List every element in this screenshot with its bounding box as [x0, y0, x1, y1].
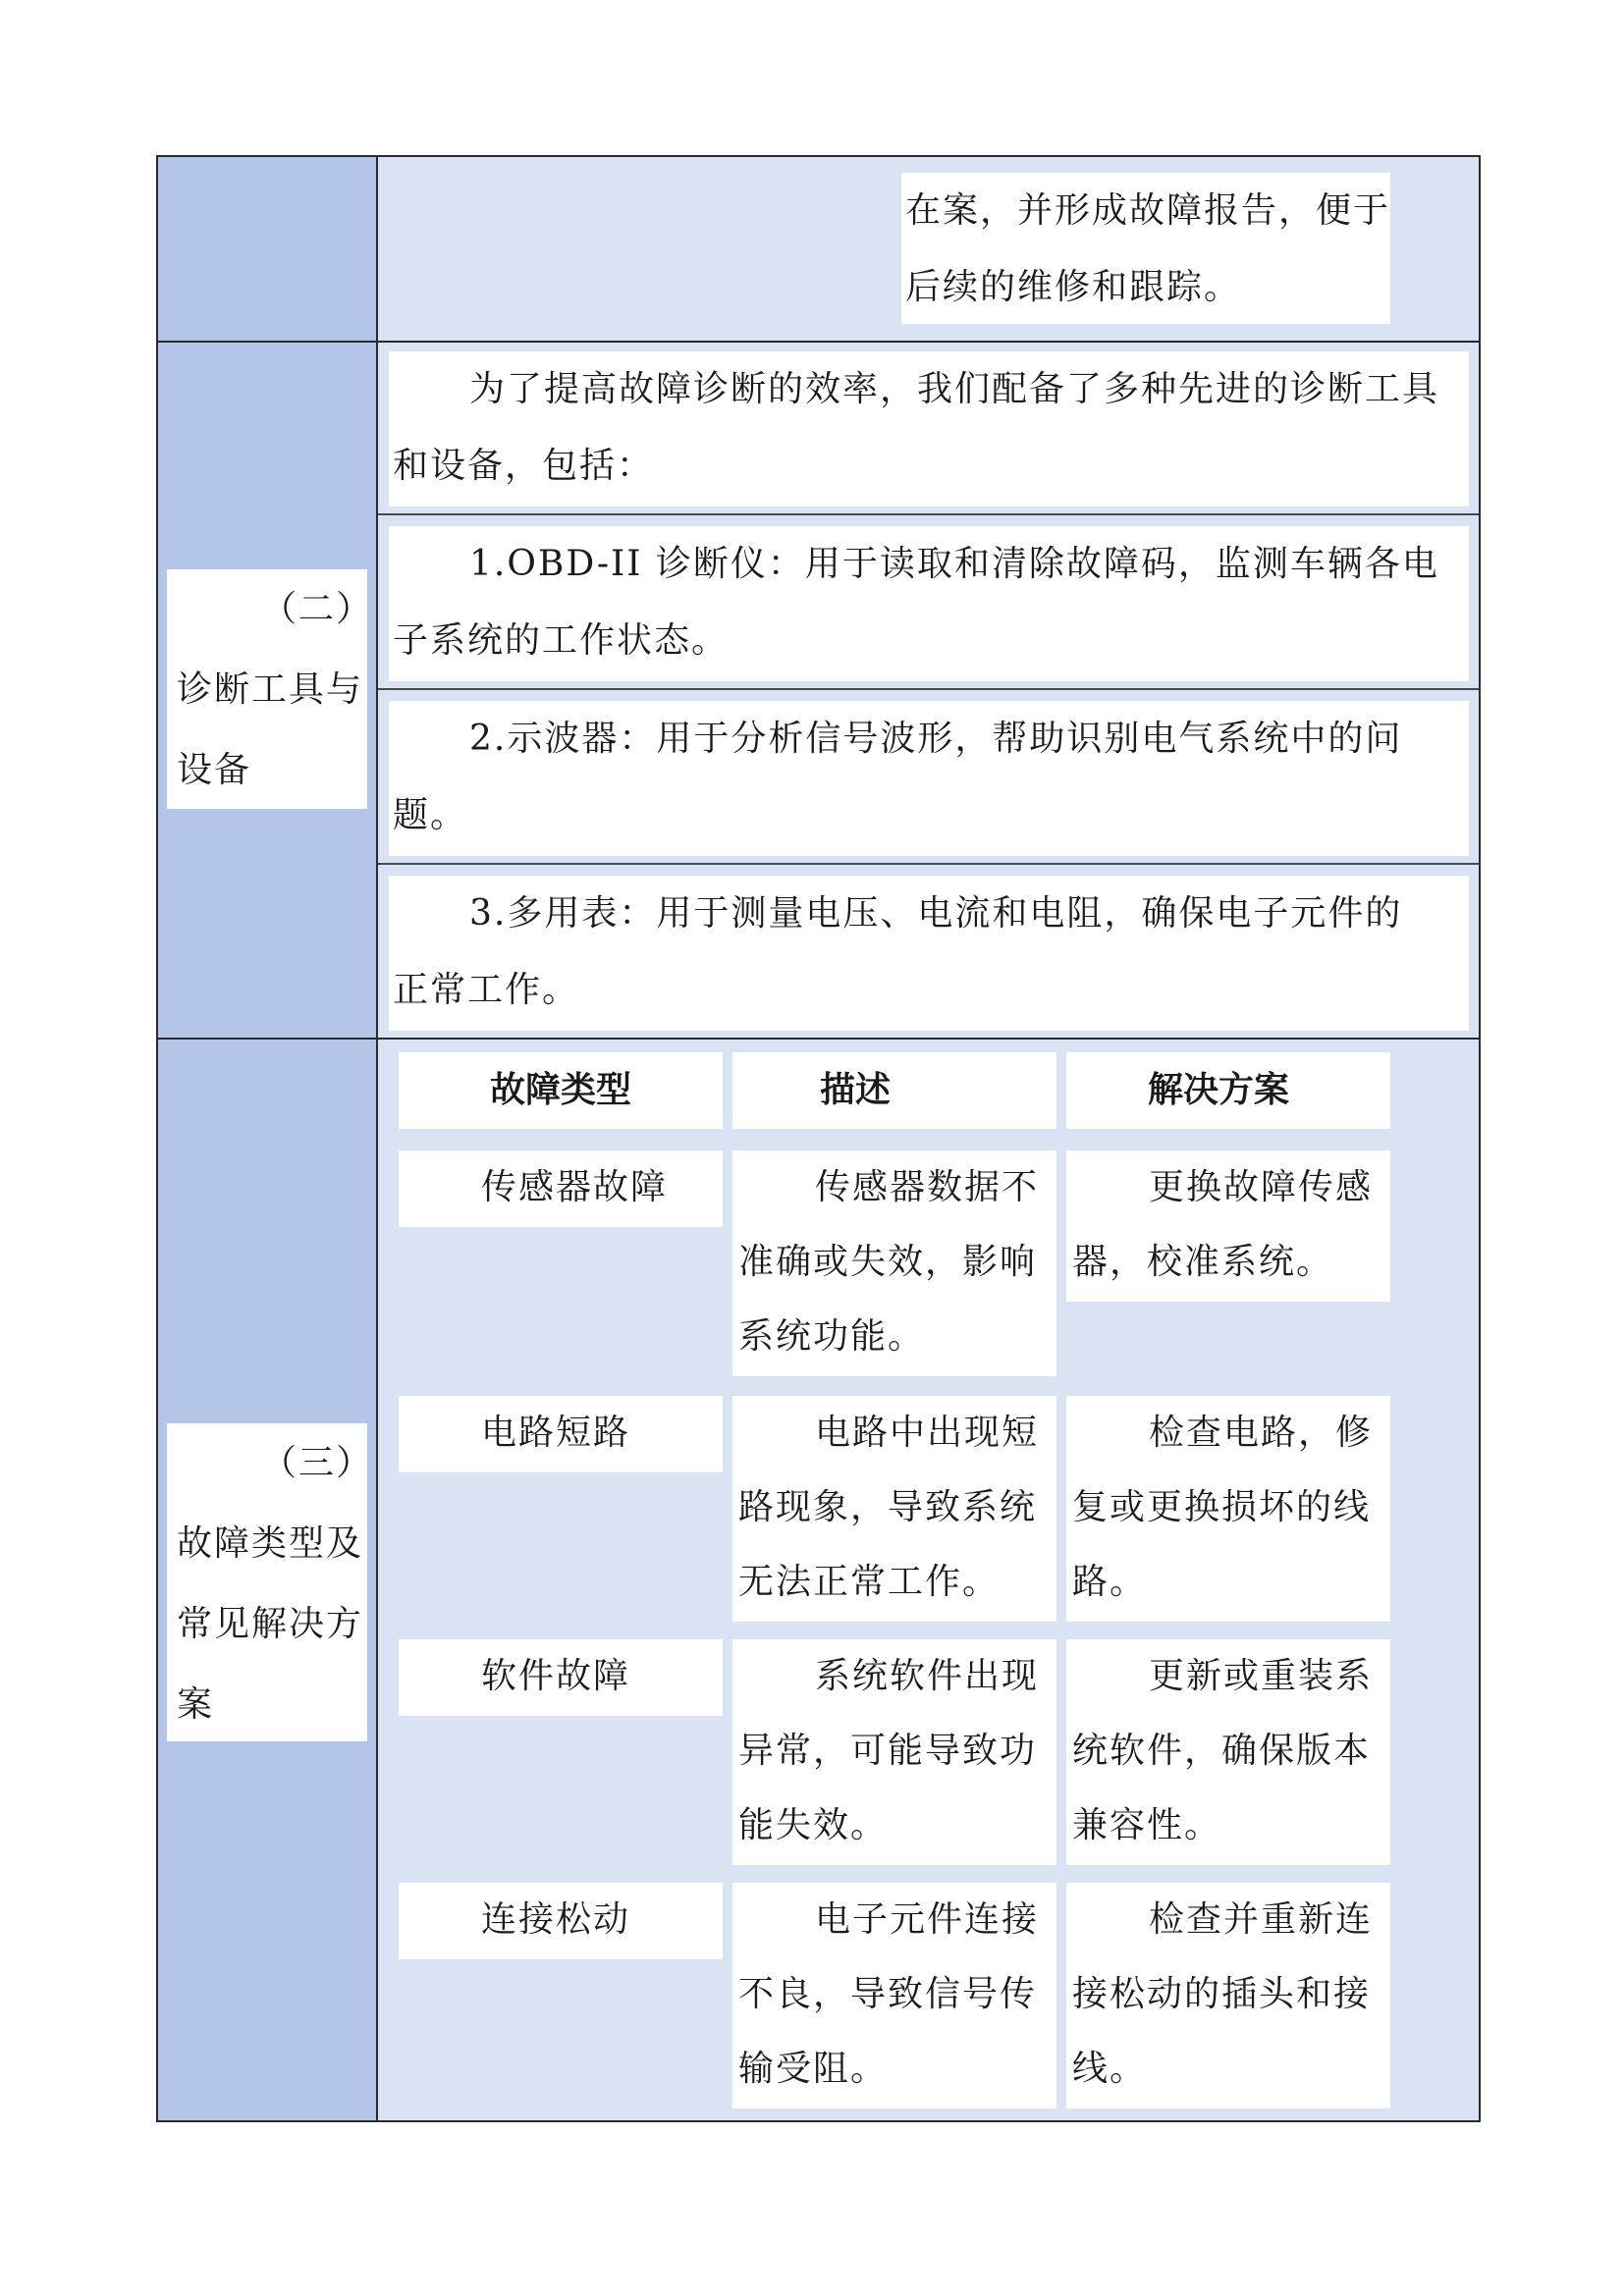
tool-item-multimeter: 3.多用表：用于测量电压、电流和电阻，确保电子元件的正常工作。 — [389, 876, 1469, 1031]
fault-type-cell: 传感器故障 — [399, 1150, 723, 1227]
fault-type-cell: 电路短路 — [399, 1396, 723, 1472]
fault-solution-cell: 更换故障传感器，校准系统。 — [1066, 1150, 1390, 1302]
section-2-label — [167, 569, 374, 809]
fault-description-cell: 系统软件出现异常，可能导致功能失效。 — [732, 1639, 1056, 1865]
fault-type-cell: 连接松动 — [399, 1883, 723, 1959]
tools-intro-paragraph: 为了提高故障诊断的效率，我们配备了多种先进的诊断工具和设备，包括： — [389, 351, 1469, 507]
fault-description-cell: 电子元件连接不良，导致信号传输受阻。 — [732, 1883, 1056, 2109]
tool-item-oscilloscope: 2.示波器：用于分析信号波形，帮助识别电气系统中的问题。 — [389, 701, 1469, 856]
tool-item-obd: 1.OBD-II 诊断仪：用于读取和清除故障码，监测车辆各电子系统的工作状态。 — [389, 526, 1469, 681]
header-solution: 解决方案 — [1066, 1052, 1390, 1129]
section-3-number: （三） — [261, 1443, 374, 1483]
fault-solution-cell: 更新或重装系统软件，确保版本兼容性。 — [1066, 1639, 1390, 1865]
fault-description-cell: 电路中出现短路现象，导致系统无法正常工作。 — [732, 1396, 1056, 1622]
header-fault-type: 故障类型 — [399, 1052, 723, 1129]
section-2-number: （二） — [261, 589, 374, 629]
continued-paragraph: 在案，并形成故障报告，便于后续的维修和跟踪。 — [901, 173, 1390, 324]
section-2-title: 诊断工具与设备 — [177, 669, 364, 790]
fault-solution-cell: 检查电路，修复或更换损坏的线路。 — [1066, 1396, 1390, 1622]
fault-description-cell: 传感器数据不准确或失效，影响系统功能。 — [732, 1150, 1056, 1376]
header-description: 描述 — [732, 1052, 1056, 1129]
section-3-label — [167, 1423, 374, 1741]
fault-type-cell: 软件故障 — [399, 1639, 723, 1716]
fault-solution-cell: 检查并重新连接松动的插头和接线。 — [1066, 1883, 1390, 2109]
section-3-title: 故障类型及常见解决方案 — [177, 1523, 364, 1725]
